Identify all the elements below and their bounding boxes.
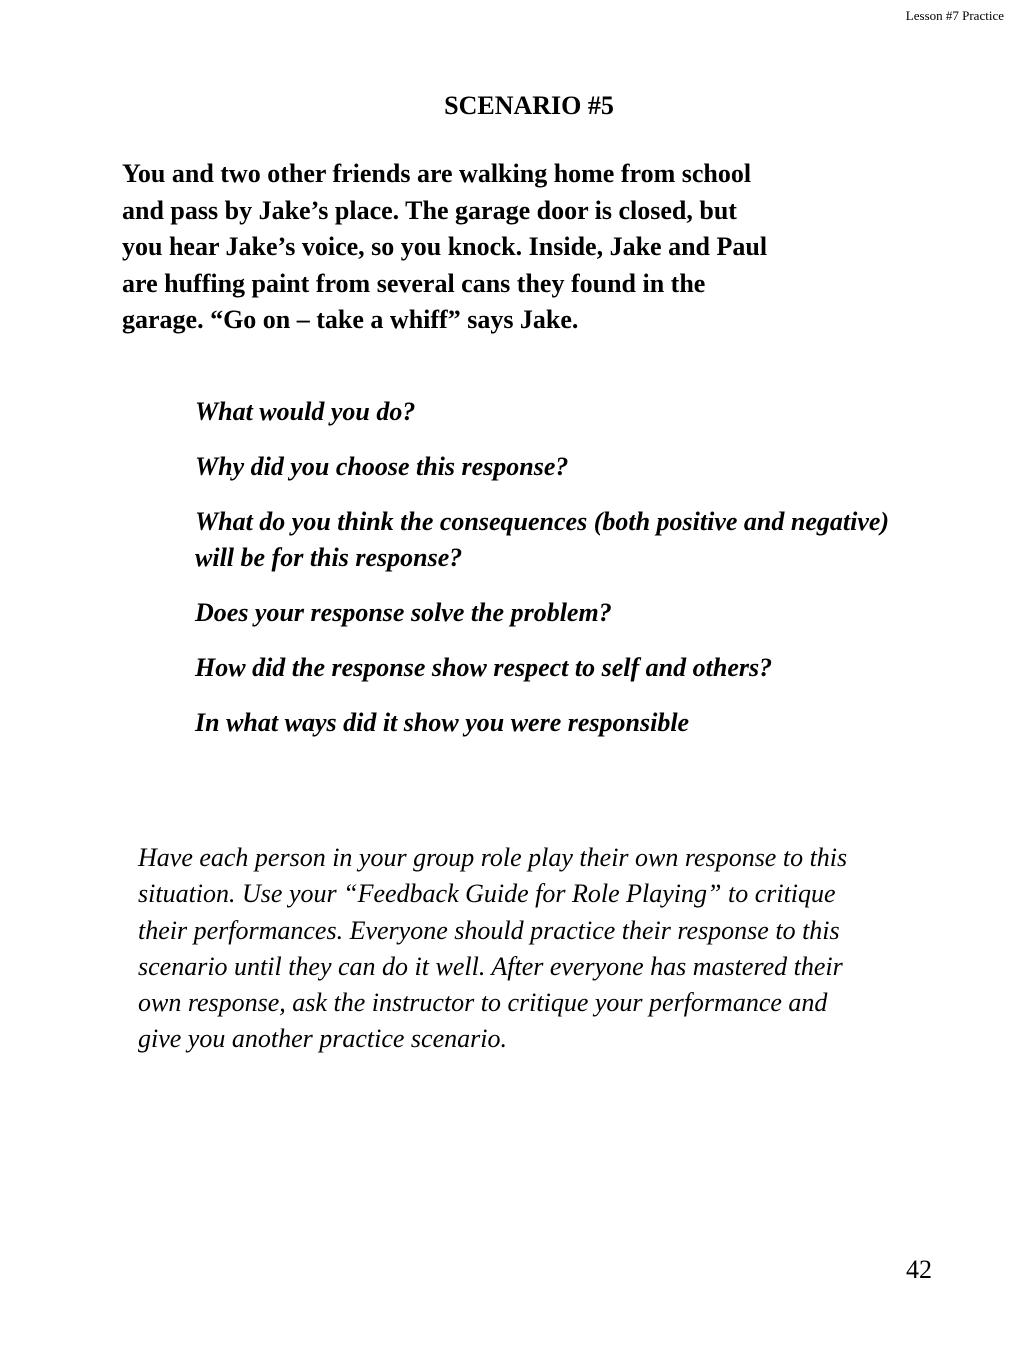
header-label: Lesson #7 Practice <box>905 8 1004 23</box>
instruction-line: their performances. Everyone should practice their response to this <box>138 915 840 945</box>
instruction-line: own response, ask the instructor to critique your performance and <box>138 988 828 1018</box>
question-list <box>195 394 915 760</box>
scenario-line: garage. “Go on – take a whiff” says Jake. <box>122 305 579 334</box>
question-item: Does your response solve the problem? <box>195 598 612 627</box>
instruction-line: scenario until they can do it well. After everyone has mastered their <box>138 951 843 981</box>
question-item: In what ways did it show you were responsible <box>195 708 690 737</box>
scenario-line: you hear Jake’s voice, so you knock. Inside, Jake and Paul <box>122 232 768 261</box>
question-item: How did the response show respect to self and others? <box>195 653 773 682</box>
page-number: 42 <box>906 1255 932 1284</box>
question-item: What do you think the consequences (both positive and negative) will be for this response? <box>195 507 890 572</box>
scenario-text <box>122 156 902 339</box>
page-title: SCENARIO #5 <box>444 91 614 120</box>
scenario-line: You and two other friends are walking home from school <box>122 159 752 188</box>
instruction-line: situation. Use your “Feedback Guide for Role Playing” to critique <box>138 879 836 909</box>
question-item: Why did you choose this response? <box>195 452 569 481</box>
instruction-line: Have each person in your group role play their own response to this <box>138 843 848 872</box>
question-item: What would you do? <box>195 397 416 426</box>
instruction-line: give you another practice scenario. <box>138 1024 507 1054</box>
scenario-line: and pass by Jake’s place. The garage door is closed, but <box>122 195 737 225</box>
instructions-text <box>138 840 998 1058</box>
scenario-line: are huffing paint from several cans they found in the <box>122 268 706 298</box>
